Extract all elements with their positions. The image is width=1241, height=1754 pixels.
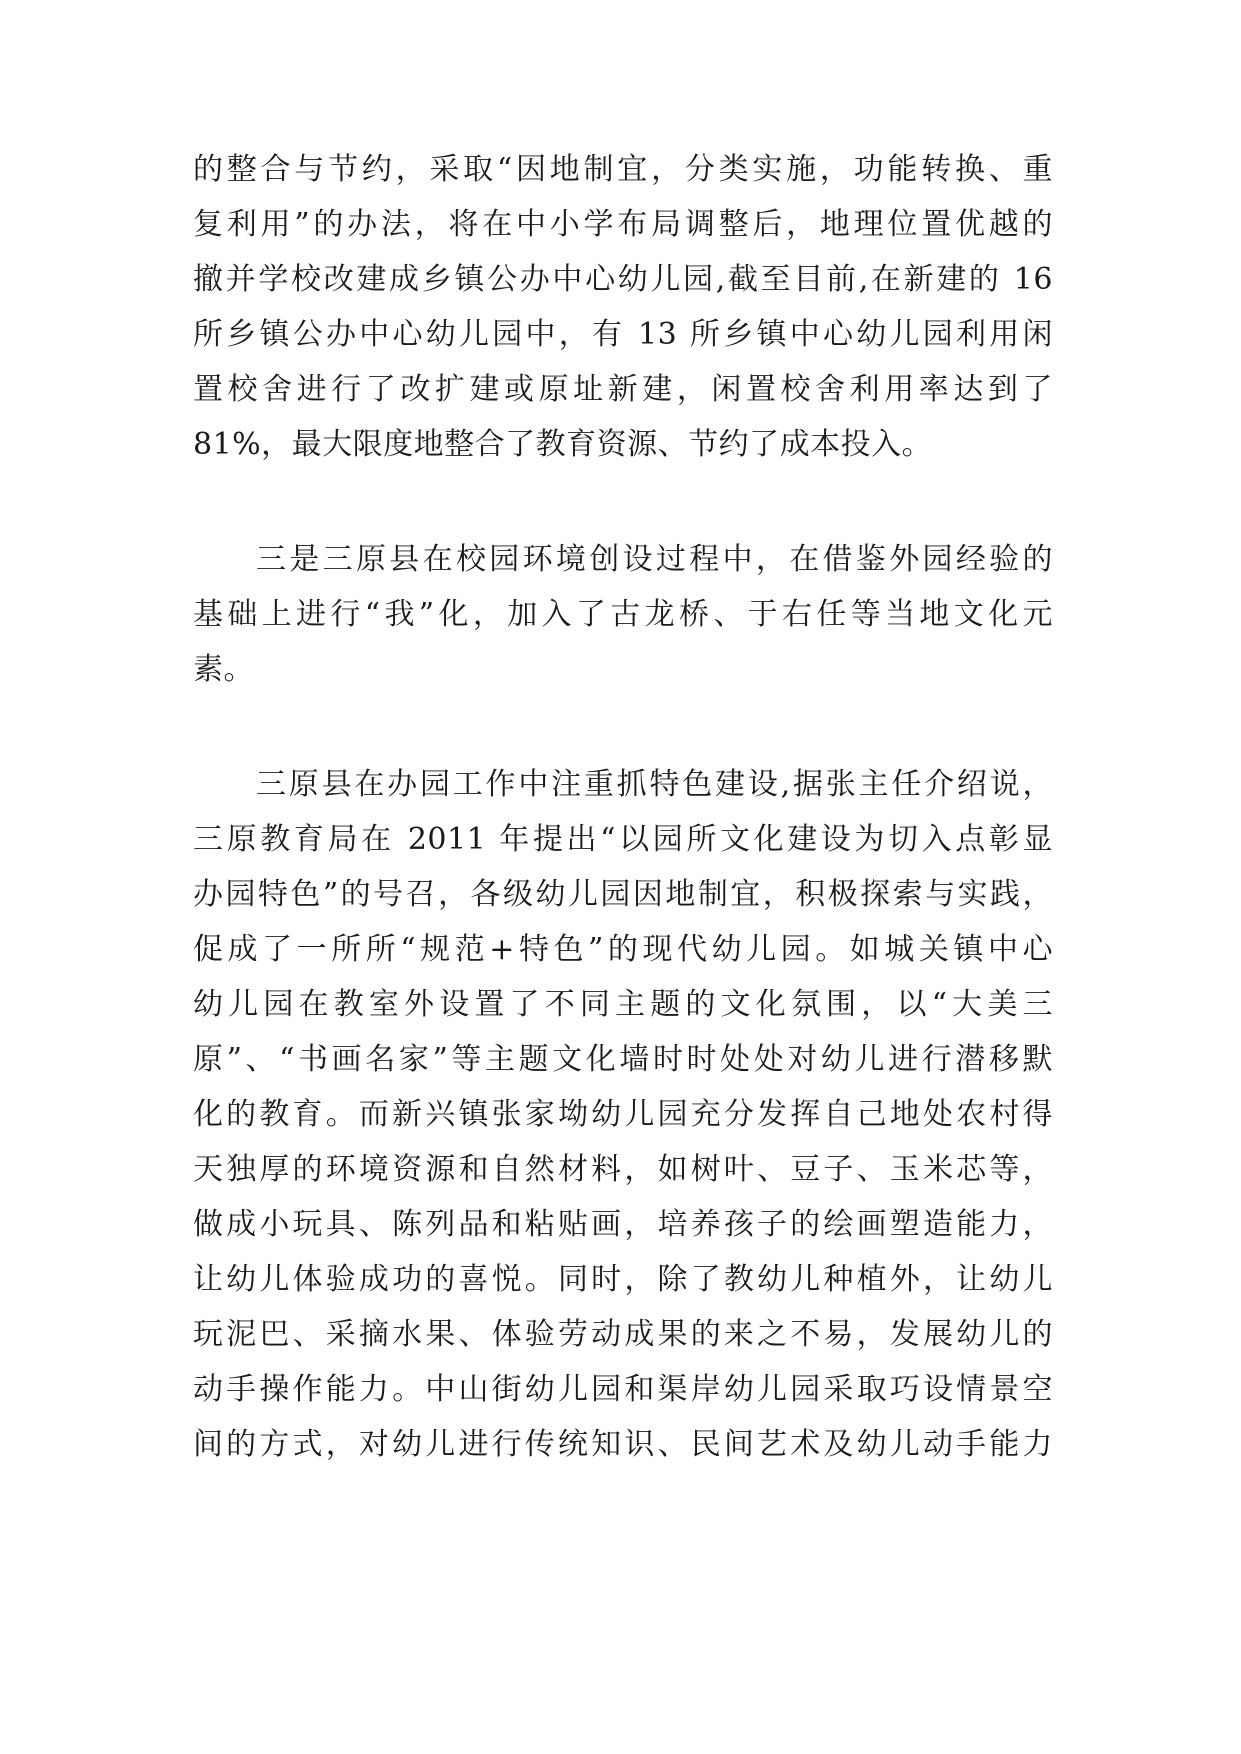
paragraph-3-line-12: 动手操作能力。中山街幼儿园和渠岸幼儿园采取巧设情景空	[193, 1372, 1053, 1407]
paragraph-3-line-8: 天独厚的环境资源和自然材料，如树叶、豆子、玉米芯等，	[193, 1152, 1053, 1187]
paragraph-3-line-5: 幼儿园在教室外设置了不同主题的文化氛围，以“大美三	[193, 987, 1053, 1022]
paragraph-3-line-6: 原”、“书画名家”等主题文化墙时时处处对幼儿进行潜移默	[193, 1042, 1053, 1077]
paragraph-2-line-1: 三是三原县在校园环境创设过程中，在借鉴外园经验的	[256, 542, 1053, 577]
paragraph-3-line-2: 三原教育局在 2011 年提出“以园所文化建设为切入点彰显	[193, 822, 1053, 857]
paragraph-2-line-2: 基础上进行“我”化，加入了古龙桥、于右任等当地文化元	[193, 597, 1053, 632]
paragraph-1-line-1: 的整合与节约，采取“因地制宜，分类实施，功能转换、重	[193, 152, 1053, 187]
paragraph-2-line-3: 素。	[193, 652, 254, 687]
paragraph-1-line-6: 81%，最大限度地整合了教育资源、节约了成本投入。	[193, 427, 933, 462]
paragraph-3-line-3: 办园特色”的号召，各级幼儿园因地制宜，积极探索与实践，	[193, 877, 1053, 912]
paragraph-3-line-11: 玩泥巴、采摘水果、体验劳动成果的来之不易，发展幼儿的	[193, 1317, 1053, 1352]
paragraph-3-line-10: 让幼儿体验成功的喜悦。同时，除了教幼儿种植外，让幼儿	[193, 1262, 1053, 1297]
paragraph-1-line-2: 复利用”的办法，将在中小学布局调整后，地理位置优越的	[193, 207, 1053, 242]
paragraph-3-line-4: 促成了一所所“规范+特色”的现代幼儿园。如城关镇中心	[193, 932, 1053, 967]
paragraph-1-line-5: 置校舍进行了改扩建或原址新建，闲置校舍利用率达到了	[193, 372, 1053, 407]
paragraph-3-line-1: 三原县在办园工作中注重抓特色建设,据张主任介绍说，	[256, 767, 1053, 802]
paragraph-1-line-3: 撤并学校改建成乡镇公办中心幼儿园,截至目前,在新建的 16	[193, 262, 1053, 297]
paragraph-3-line-13: 间的方式，对幼儿进行传统知识、民间艺术及幼儿动手能力	[193, 1427, 1053, 1462]
paragraph-3-line-9: 做成小玩具、陈列品和粘贴画，培养孩子的绘画塑造能力，	[193, 1207, 1053, 1242]
paragraph-3-line-7: 化的教育。而新兴镇张家坳幼儿园充分发挥自己地处农村得	[193, 1097, 1053, 1132]
paragraph-1-line-4: 所乡镇公办中心幼儿园中，有 13 所乡镇中心幼儿园利用闲	[193, 317, 1053, 352]
